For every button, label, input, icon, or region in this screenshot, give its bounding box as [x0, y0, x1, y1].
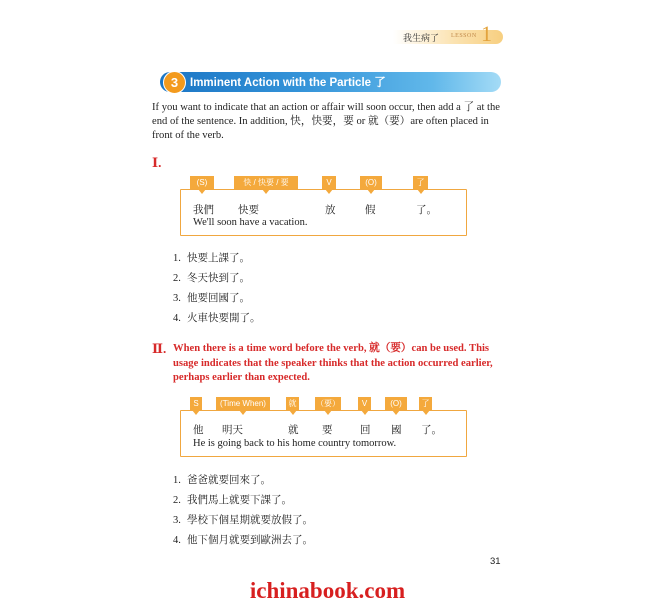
- example-item: 2. 冬天快到了。: [173, 273, 250, 284]
- example-item: 3. 學校下個星期就要放假了。: [173, 515, 313, 526]
- pattern-one-numeral: Ⅰ.: [152, 155, 162, 170]
- pattern-two-tag: V: [358, 397, 371, 410]
- sentence-word: 放: [325, 205, 336, 216]
- sentence-word: 就: [288, 425, 299, 436]
- pattern-two-note: When there is a time word before the verb, 就（要）can be used. This usage indicates that the speaker thinks that the action occurred earlier, perhaps earlier than expected.: [173, 343, 493, 383]
- pattern-two-tag: （要）: [316, 399, 340, 408]
- sentence-word: 國: [391, 425, 402, 436]
- sentence-word: 回: [360, 425, 371, 436]
- sentence-word: 了。: [421, 425, 442, 436]
- sentence-word: 我們: [193, 205, 214, 216]
- example-item: 4. 他下個月就要到歐洲去了。: [173, 535, 313, 546]
- pattern-one-tag: 快 / 快要 / 要: [234, 176, 298, 189]
- example-item: 4. 火車快要開了。: [173, 313, 261, 324]
- pattern-two-tag: S: [190, 397, 202, 410]
- lesson-number: 1: [481, 21, 492, 46]
- example-item: 2. 我們馬上就要下課了。: [173, 495, 292, 506]
- sentence-word: 快要: [238, 205, 259, 216]
- pattern-two-tag: 就: [286, 397, 299, 410]
- pattern-one-tag: (S): [190, 176, 214, 189]
- pattern-one-tag: (O): [360, 176, 382, 189]
- section-number-badge: 3: [163, 71, 186, 94]
- example-item: 1. 快要上課了。: [173, 253, 250, 264]
- sentence-word: 了。: [416, 205, 437, 216]
- pattern-two-tag: (O): [385, 397, 407, 410]
- pattern-one-translation: We'll soon have a vacation.: [193, 217, 308, 228]
- lesson-label: LESSON: [451, 33, 477, 39]
- intro-paragraph: If you want to indicate that an action or affair will soon occur, then add a 了 at the end of the sentence. In addition, 快，快要，要 or 就（要）are often placed in front of the verb.: [152, 102, 500, 141]
- sentence-word: 假: [365, 205, 376, 216]
- pattern-two-translation: He is going back to his home country tomorrow.: [193, 438, 397, 449]
- site-watermark: ichinabook.com: [249, 578, 406, 603]
- sentence-word: 他: [193, 425, 204, 436]
- pattern-two-tag: (Time When): [216, 397, 270, 410]
- sentence-word: 明天: [222, 425, 243, 436]
- example-item: 3. 他要回國了。: [173, 293, 250, 304]
- pattern-two-numeral: Ⅱ.: [152, 341, 167, 356]
- page-number: 31: [490, 556, 501, 567]
- pattern-one-tag: V: [322, 176, 336, 189]
- sentence-word: 要: [322, 425, 333, 436]
- pattern-one-tag: 了: [413, 176, 428, 189]
- example-item: 1. 爸爸就要回來了。: [173, 475, 271, 486]
- pattern-two-tag: 了: [419, 397, 432, 410]
- lesson-title: 我生病了: [403, 33, 440, 43]
- section-title: Imminent Action with the Particle 了: [190, 77, 386, 89]
